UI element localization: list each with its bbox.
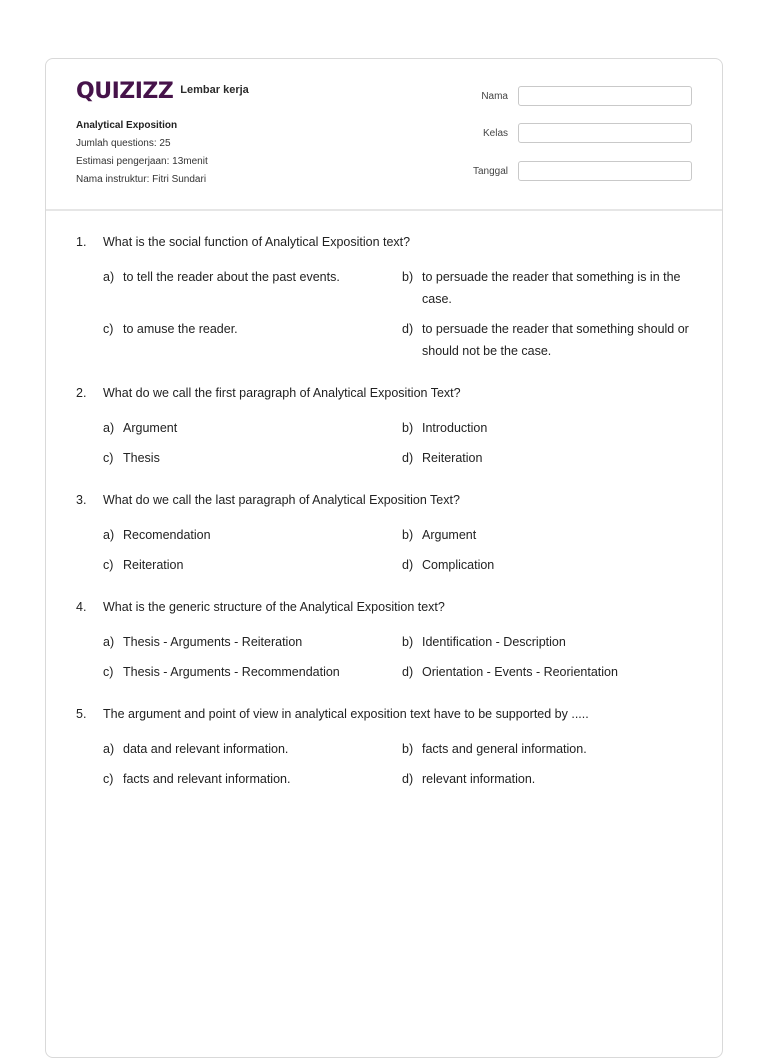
option-letter: c) <box>103 558 114 572</box>
option-d <box>402 554 697 576</box>
option-letter: d) <box>402 558 414 572</box>
option-b <box>402 524 697 546</box>
option-d <box>402 318 697 362</box>
instructor-name: Nama instruktur: Fitri Sundari <box>76 174 207 185</box>
question-number: 3. <box>76 493 87 507</box>
option-b <box>402 631 697 653</box>
option-letter: d) <box>402 772 414 786</box>
question-text: What do we call the first paragraph of Analytical Exposition Text? <box>103 386 461 400</box>
option-text: to amuse the reader. <box>123 322 238 336</box>
option-letter: d) <box>402 451 414 465</box>
question-text: What is the social function of Analytical Exposition text? <box>103 235 411 249</box>
option-text: to tell the reader about the past events. <box>123 270 340 284</box>
question-stem <box>76 233 696 251</box>
option-letter: a) <box>103 742 115 756</box>
option-text: Reiteration <box>422 451 483 465</box>
question-stem <box>76 491 696 509</box>
time-estimate: Estimasi pengerjaan: 13menit <box>76 156 208 167</box>
worksheet-header <box>46 59 722 211</box>
question-count: Jumlah questions: 25 <box>76 138 171 149</box>
option-d <box>402 447 697 469</box>
option-a <box>103 738 402 760</box>
question-stem <box>76 384 696 402</box>
question-number: 2. <box>76 386 87 400</box>
answer-options <box>103 266 696 362</box>
name-label: Nama <box>481 90 508 102</box>
option-letter: b) <box>402 528 414 542</box>
option-text: facts and general information. <box>422 742 587 756</box>
option-letter: d) <box>402 665 414 679</box>
name-input[interactable] <box>518 86 692 106</box>
option-text: to persuade the reader that something should or should not be the case. <box>422 322 689 358</box>
answer-options <box>103 631 696 683</box>
question-1 <box>76 233 696 362</box>
worksheet-title: Analytical Exposition <box>76 120 178 131</box>
class-input[interactable] <box>518 123 692 143</box>
option-text: to persuade the reader that something is in the case. <box>422 270 681 306</box>
option-letter: b) <box>402 270 414 284</box>
question-text: The argument and point of view in analytical exposition text have to be supported by ..... <box>103 707 589 721</box>
option-text: Introduction <box>422 421 488 435</box>
option-letter: c) <box>103 665 114 679</box>
answer-options <box>103 738 696 790</box>
option-text: Thesis - Arguments - Reiteration <box>123 635 303 649</box>
worksheet-page <box>45 58 723 1058</box>
option-text: Argument <box>123 421 178 435</box>
question-number: 5. <box>76 707 87 721</box>
option-d <box>402 768 697 790</box>
option-text: Thesis <box>123 451 160 465</box>
option-c <box>103 661 402 683</box>
date-input[interactable] <box>518 161 692 181</box>
option-letter: a) <box>103 421 115 435</box>
option-letter: c) <box>103 451 114 465</box>
option-text: Argument <box>422 528 477 542</box>
option-b <box>402 266 697 310</box>
question-4 <box>76 598 696 683</box>
option-text: Identification - Description <box>422 635 566 649</box>
option-letter: b) <box>402 421 414 435</box>
option-c <box>103 318 402 362</box>
question-number: 4. <box>76 600 87 614</box>
option-d <box>402 661 697 683</box>
option-text: Complication <box>422 558 495 572</box>
option-text: Reiteration <box>123 558 184 572</box>
option-c <box>103 554 402 576</box>
question-stem <box>76 705 696 723</box>
question-text: What is the generic structure of the Analytical Exposition text? <box>103 600 445 614</box>
date-field-row <box>448 161 692 181</box>
class-field-row <box>448 123 692 143</box>
name-field-row <box>448 86 692 106</box>
option-letter: a) <box>103 635 115 649</box>
question-list <box>76 233 696 812</box>
option-letter: c) <box>103 772 114 786</box>
option-a <box>103 266 402 310</box>
option-text: relevant information. <box>422 772 536 786</box>
class-label: Kelas <box>482 127 508 139</box>
worksheet-meta <box>76 117 208 189</box>
option-letter: d) <box>402 322 414 336</box>
option-letter: c) <box>103 322 114 336</box>
option-letter: a) <box>103 528 115 542</box>
option-a <box>103 631 402 653</box>
option-text: facts and relevant information. <box>123 772 291 786</box>
option-b <box>402 417 697 439</box>
worksheet-label: Lembar kerja <box>180 83 249 96</box>
question-3 <box>76 491 696 576</box>
option-letter: b) <box>402 635 414 649</box>
option-text: Thesis - Arguments - Recommendation <box>123 665 340 679</box>
question-2 <box>76 384 696 469</box>
option-text: data and relevant information. <box>123 742 289 756</box>
option-a <box>103 524 402 546</box>
option-text: Orientation - Events - Reorientation <box>422 665 618 679</box>
question-stem <box>76 598 696 616</box>
answer-options <box>103 524 696 576</box>
answer-options <box>103 417 696 469</box>
option-letter: a) <box>103 270 115 284</box>
question-number: 1. <box>76 235 87 249</box>
option-letter: b) <box>402 742 414 756</box>
date-label: Tanggal <box>472 165 508 177</box>
brand-row <box>76 79 249 104</box>
quizizz-logo: QUIZIZZ <box>76 79 174 104</box>
question-text: What do we call the last paragraph of Analytical Exposition Text? <box>103 493 460 507</box>
question-5 <box>76 705 696 790</box>
option-a <box>103 417 402 439</box>
option-text: Recomendation <box>123 528 211 542</box>
option-b <box>402 738 697 760</box>
option-c <box>103 768 402 790</box>
option-c <box>103 447 402 469</box>
